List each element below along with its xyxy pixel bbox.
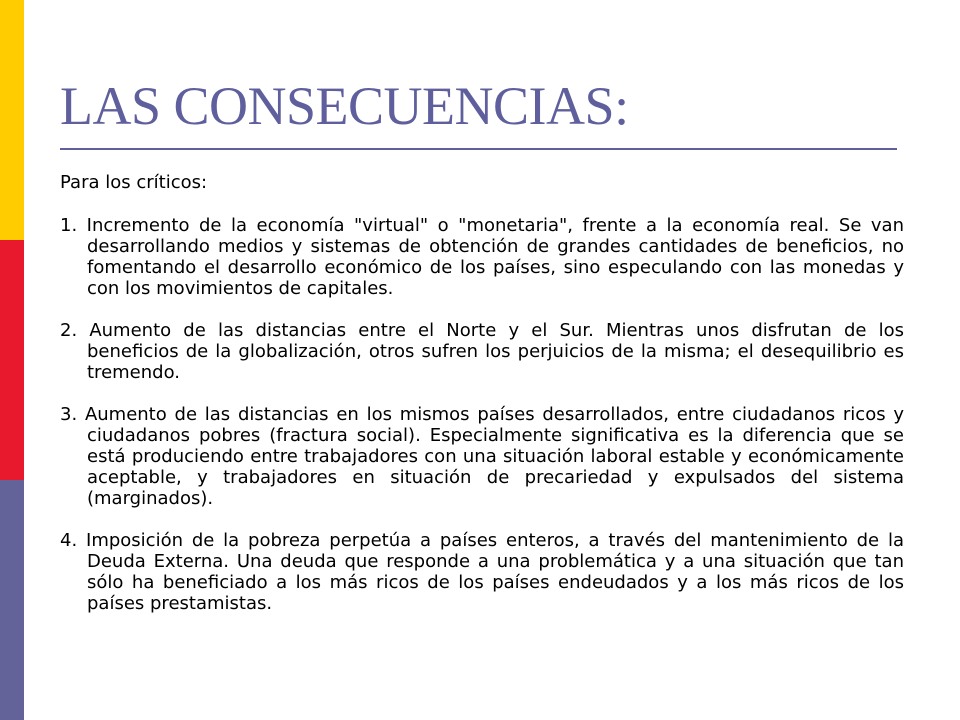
accent-bar-yellow (0, 0, 24, 240)
intro-text: Para los críticos: (60, 172, 208, 193)
slide-body (60, 172, 904, 635)
accent-bar-purple (0, 480, 24, 720)
list-item-1: 1. Incremento de la economía "virtual" o "monetaria", frente a la economía real. Se van desarrollando medios y sistemas de obtención de grandes cantidades de beneficios, no fomentando el desarrollo económico de los países, sino especulando con las monedas y con los movimientos de capitales. (60, 215, 904, 299)
slide-title: LAS CONSECUENCIAS: (60, 76, 629, 136)
accent-bar-red (0, 240, 24, 480)
list-item-4: 4. Imposición de la pobreza perpetúa a países enteros, a través del mantenimiento de la Deuda Externa. Una deuda que responde a una problemática y a una situación que tan sólo ha beneficiado a los más ricos de los países endeudados y a los más ricos de los países prestamistas. (60, 530, 904, 614)
title-underline (60, 148, 897, 150)
list-item-3: 3. Aumento de las distancias en los mismos países desarrollados, entre ciudadanos ricos y ciudadanos pobres (fractura social). Especialmente significativa es la diferencia que se está produciendo entre trabajadores con una situación laboral estable y económicamente aceptable, y trabajadores en situación de precariedad y expulsados del sistema (marginados). (60, 404, 904, 509)
list-item-2: 2. Aumento de las distancias entre el Norte y el Sur. Mientras unos disfrutan de los beneficios de la globalización, otros sufren los perjuicios de la misma; el desequilibrio es tremendo. (60, 320, 904, 383)
